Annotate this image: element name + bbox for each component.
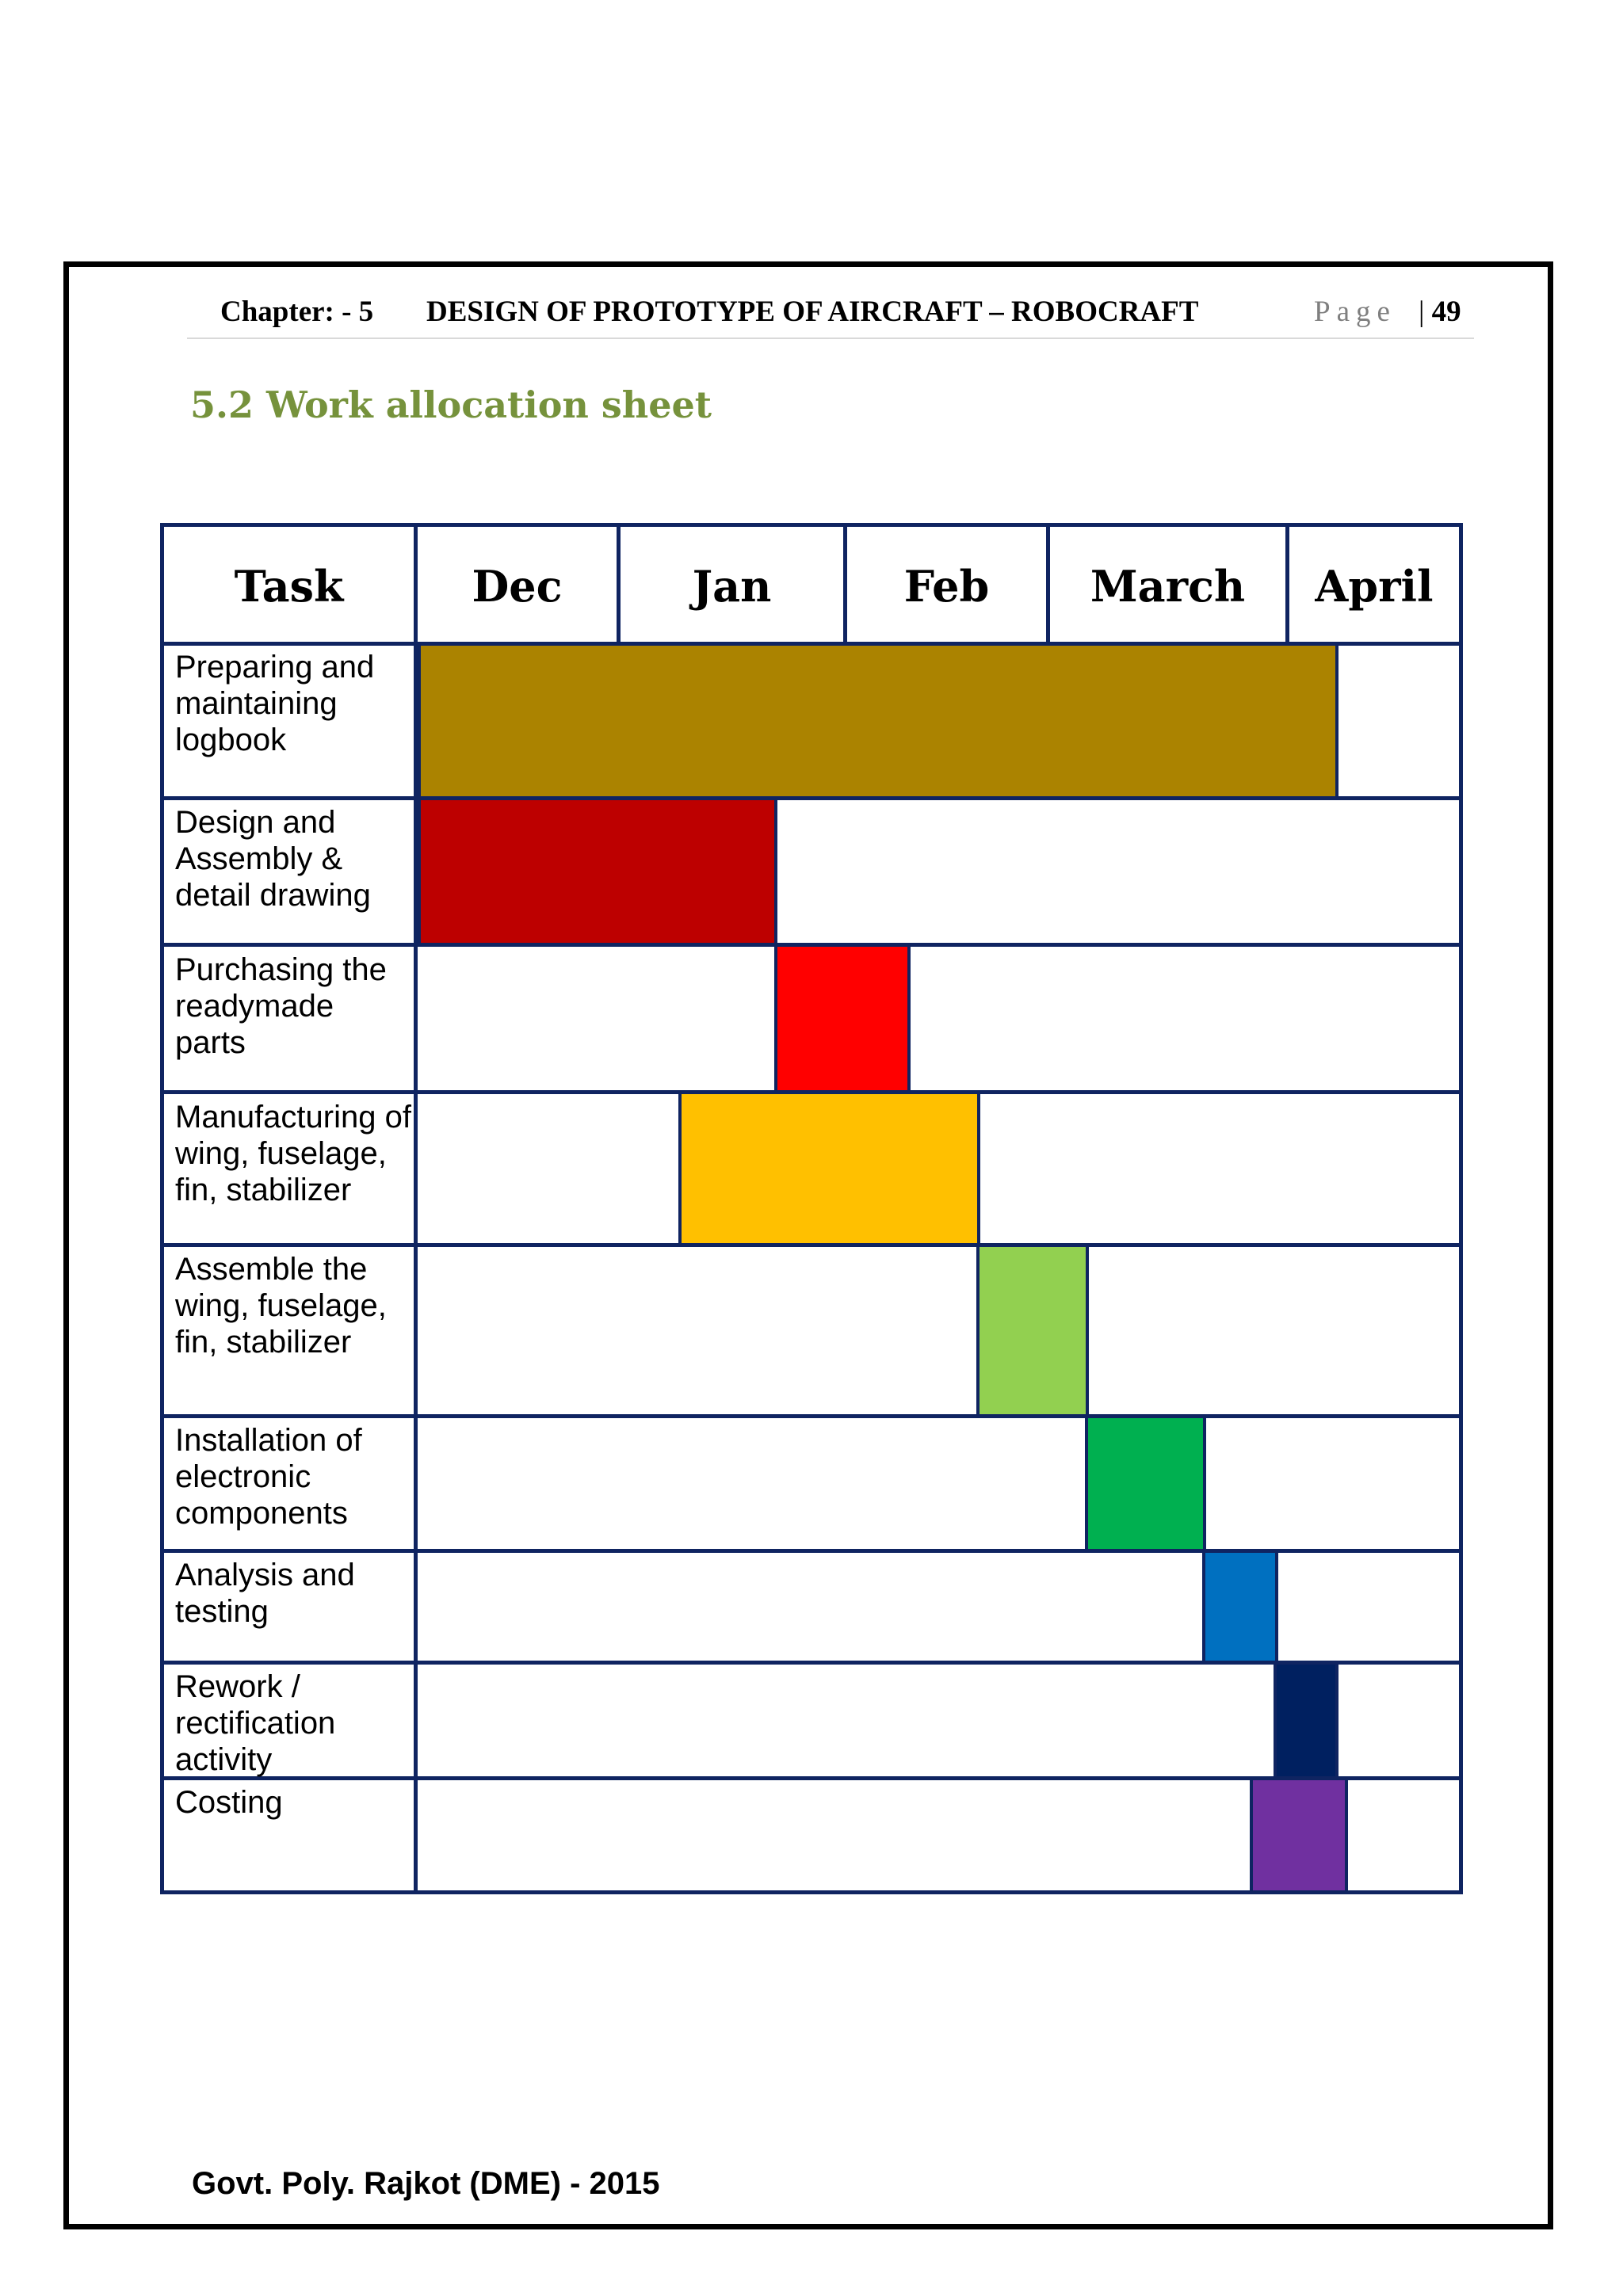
page-footer: Govt. Poly. Rajkot (DME) - 2015 [192, 2166, 660, 2201]
page-label: Page [1314, 296, 1396, 328]
work-allocation-table [160, 523, 1463, 1894]
month-header-march: March [1050, 527, 1289, 646]
task-column-header: Task [164, 527, 418, 646]
task-name: Installation of electronic components [175, 1423, 362, 1531]
task-name: Rework / rectification activity [175, 1669, 336, 1777]
month-header-dec: Dec [418, 527, 621, 646]
task-bar-logbook [418, 646, 1338, 796]
chapter-title: DESIGN OF PROTOTYPE OF AIRCRAFT – ROBOCRAFT [426, 296, 1199, 328]
task-bar-assembly [976, 1247, 1089, 1414]
page-separator: | [1419, 296, 1425, 328]
task-bar-manufacturing [678, 1094, 980, 1243]
task-name: Preparing and maintaining logbook [175, 650, 375, 757]
row-divider [164, 1661, 1459, 1665]
task-name: Costing [175, 1785, 283, 1820]
row-divider [164, 1243, 1459, 1247]
row-divider [164, 796, 1459, 800]
chapter-label: Chapter: - 5 [220, 296, 374, 328]
task-name: Purchasing the readymade parts [175, 952, 387, 1060]
page-number: 49 [1431, 296, 1461, 328]
task-bar-testing [1202, 1553, 1278, 1661]
month-header-jan: Jan [621, 527, 847, 646]
task-bar-electronics [1085, 1418, 1206, 1549]
row-divider [164, 1414, 1459, 1418]
task-bar-design [418, 800, 777, 943]
section-title: 5.2 Work allocation sheet [190, 383, 712, 426]
month-header-feb: Feb [847, 527, 1050, 646]
task-bar-rework [1274, 1665, 1338, 1776]
month-header-april: April [1315, 561, 1434, 612]
task-name: Design and Assembly & detail drawing [175, 805, 371, 913]
page-number-group [1419, 295, 1461, 329]
header-rule [187, 338, 1474, 339]
task-bar-costing [1250, 1780, 1348, 1890]
task-name: Manufacturing of wing, fuselage, fin, stabilizer [175, 1100, 411, 1207]
task-name: Analysis and testing [175, 1558, 355, 1629]
task-name: Assemble the wing, fuselage, fin, stabilizer [175, 1252, 387, 1360]
task-bar-purchasing [774, 947, 911, 1090]
